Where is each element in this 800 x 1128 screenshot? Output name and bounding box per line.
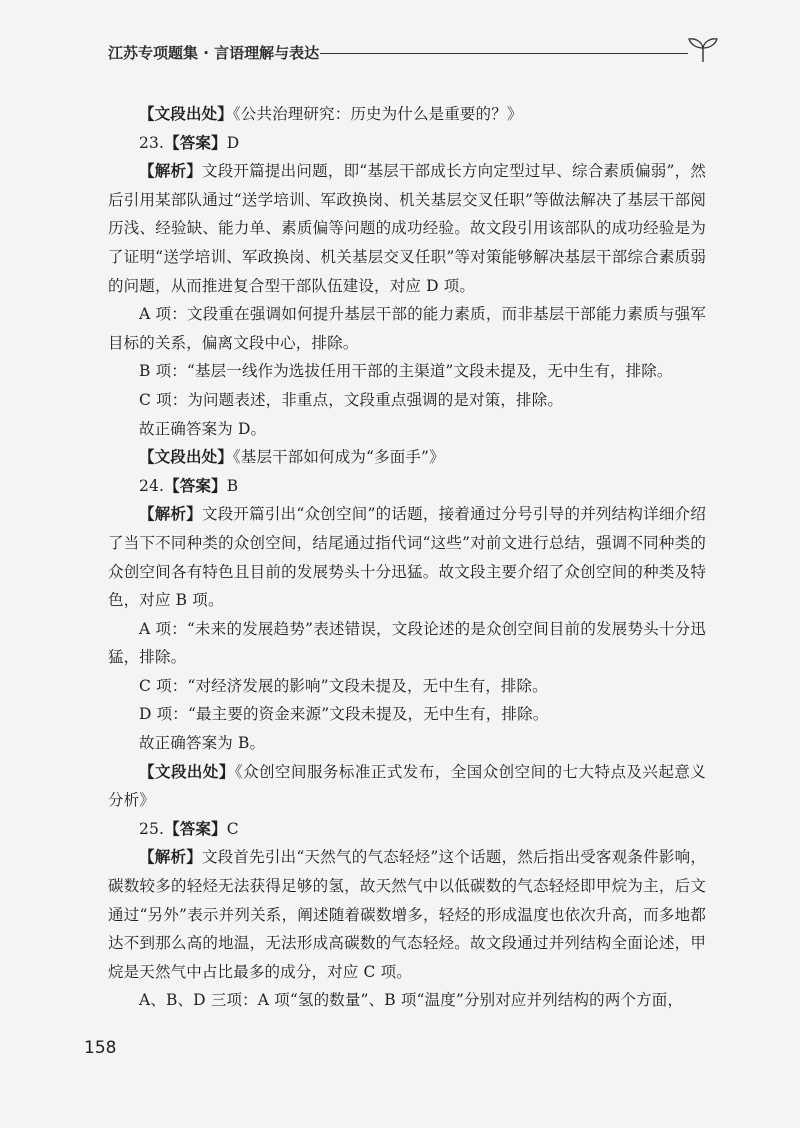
option-analysis: A 项：文段重在强调如何提升基层干部的能力素质，而非基层干部能力素质与强军目标的关系，偏离文段中心，排除。 (108, 305, 706, 352)
source-text: 《基层干部如何成为“多面手”》 (232, 448, 445, 467)
question-number: 23. (139, 133, 165, 152)
page-number: 158 (84, 1038, 117, 1058)
source-tag: 【文段出处】 (139, 448, 233, 467)
answer-tag: 【答案】 (164, 133, 227, 152)
source-paragraph (108, 758, 706, 815)
answer-explanations (108, 100, 706, 1015)
answer-paragraph (108, 815, 706, 844)
source-paragraph (108, 100, 706, 129)
analysis-text: 文段首先引出“天然气的气态轻烃”这个话题，然后指出受客观条件影响，碳数较多的轻烃无法获得足够的氢，故天然气中以低碳数的气态轻烃即甲烷为主，后文通过“另外”表示并列关系，阐述随着碳数增多，轻烃的形成温度也依次升高，而多地都达不到那么高的地温，无法形成高碳数的气态轻烃。故文段通过并列结构全面论述，甲烷是天然气中占比最多的成分，对应 C 项。 (108, 848, 706, 981)
conclusion-text: 故正确答案为 D。 (139, 419, 267, 438)
answer-paragraph (108, 129, 706, 158)
option-analysis: A、B、D 三项：A 项“氢的数量”、B 项“温度”分别对应并列结构的两个方面， (139, 991, 684, 1010)
option-analysis: C 项：为问题表述，非重点，文段重点强调的是对策，排除。 (139, 390, 563, 409)
source-text: 《众创空间服务标准正式发布，全国众创空间的七大特点及兴起意义分析》 (108, 762, 706, 810)
answer-paragraph (108, 472, 706, 501)
question-number: 24. (139, 476, 165, 495)
source-text: 《公共治理研究：历史为什么是重要的？》 (232, 105, 523, 123)
analysis-text: 文段开篇引出“众创空间”的话题，接着通过分号引导的并列结构详细介绍了当下不同种类的众创空间，结尾通过指代词“这些”对前文进行总结，强调不同种类的众创空间各有特色且目前的发展势头十分迅猛。故文段主要介绍了众创空间的种类及特色，对应 B 项。 (108, 505, 706, 610)
source-tag: 【文段出处】 (139, 105, 233, 123)
source-paragraph (108, 443, 706, 472)
answer-tag: 【答案】 (164, 476, 227, 495)
analysis-tag: 【解析】 (139, 505, 202, 524)
analysis-paragraph (108, 500, 706, 614)
sprout-icon (686, 36, 720, 64)
option-analysis: C 项：“对经济发展的影响”文段未提及，无中生有，排除。 (139, 676, 548, 695)
analysis-paragraph (108, 157, 706, 300)
conclusion-text: 故正确答案为 B。 (139, 734, 266, 753)
analysis-tag: 【解析】 (139, 162, 202, 181)
question-number: 25. (139, 819, 165, 838)
analysis-tag: 【解析】 (139, 848, 202, 867)
answer-value: D (226, 133, 240, 152)
answer-value: C (226, 819, 239, 838)
analysis-text: 文段开篇提出问题，即“基层干部成长方向定型过早、综合素质偏弱”，然后引用某部队通过“送学培训、军政换岗、机关基层交叉任职”等做法解决了基层干部阅历浅、经验缺、能力单、素质偏等问题的成功经验。故文段引用该部队的成功经验是为了证明“送学培训、军政换岗、机关基层交叉任职”等对策能够解决基层干部综合素质弱的问题，从而推进复合型干部队伍建设，对应 D 项。 (108, 162, 706, 295)
source-tag: 【文段出处】 (139, 762, 235, 781)
answer-value: B (226, 476, 239, 495)
option-analysis: B 项：“基层一线作为选拔任用干部的主渠道”文段未提及，无中生有，排除。 (139, 362, 673, 381)
header-rule (320, 53, 688, 54)
page-header (108, 38, 720, 68)
answer-tag: 【答案】 (164, 819, 227, 838)
option-analysis: D 项：“最主要的资金来源”文段未提及，无中生有，排除。 (139, 705, 549, 724)
header-title: 江苏专项题集 · 言语理解与表达 (108, 44, 320, 62)
analysis-paragraph (108, 843, 706, 986)
option-analysis: A 项：“未来的发展趋势”表述错误，文段论述的是众创空间目前的发展势头十分迅猛，排除。 (108, 619, 706, 667)
